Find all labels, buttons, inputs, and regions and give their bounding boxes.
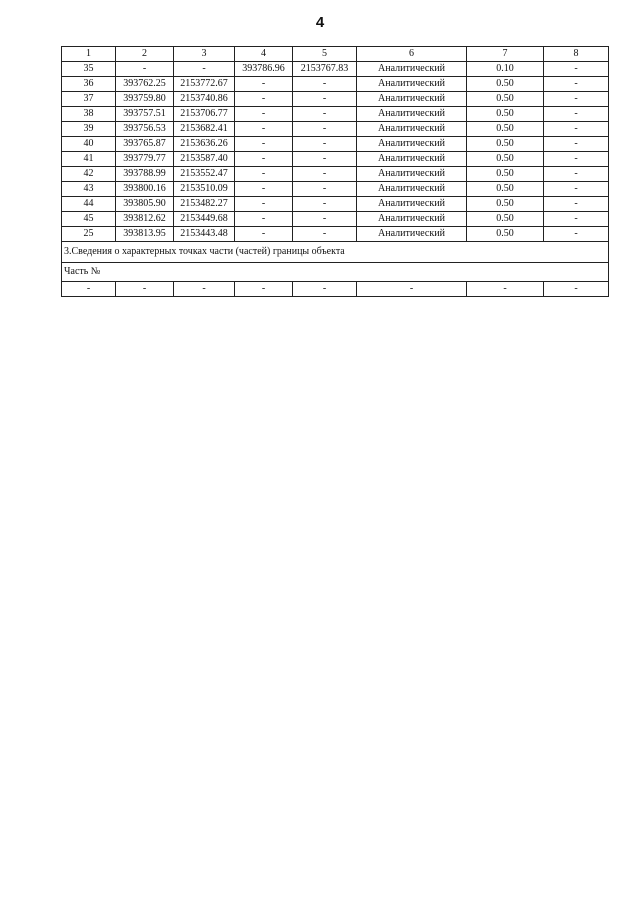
table-cell: 0.50 <box>467 182 544 197</box>
table-row <box>62 212 609 227</box>
table-cell: - <box>235 197 293 212</box>
table-cell: 393800.16 <box>116 182 174 197</box>
table-cell: - <box>544 152 609 167</box>
header-cell: 7 <box>467 47 544 62</box>
header-cell: 6 <box>357 47 467 62</box>
table-cell: - <box>293 197 357 212</box>
table-cell: 2153682.41 <box>174 122 235 137</box>
empty-part-row <box>62 282 609 297</box>
header-cell: 1 <box>62 47 116 62</box>
table-cell: - <box>235 92 293 107</box>
table-cell: - <box>293 122 357 137</box>
header-cell: 4 <box>235 47 293 62</box>
table-cell: - <box>544 77 609 92</box>
table-cell: 0.50 <box>467 167 544 182</box>
table-cell: - <box>544 182 609 197</box>
table-cell: - <box>235 182 293 197</box>
table-cell: - <box>544 282 609 297</box>
table-cell: 393813.95 <box>116 227 174 242</box>
page-number: 4 <box>315 14 325 31</box>
table-cell: 2153552.47 <box>174 167 235 182</box>
table-cell: 2153706.77 <box>174 107 235 122</box>
table-cell: - <box>293 107 357 122</box>
table-row <box>62 167 609 182</box>
table-cell: - <box>293 137 357 152</box>
table-cell: - <box>174 62 235 77</box>
table-cell: - <box>235 167 293 182</box>
header-row <box>62 47 609 62</box>
table-cell: - <box>235 282 293 297</box>
part-label: Часть № <box>62 263 609 282</box>
table-cell: - <box>544 122 609 137</box>
table-row <box>62 182 609 197</box>
table-cell: 38 <box>62 107 116 122</box>
part-label-row <box>62 263 609 282</box>
table-cell: Аналитический <box>357 77 467 92</box>
table-cell: 2153449.68 <box>174 212 235 227</box>
table-cell: 2153482.27 <box>174 197 235 212</box>
table-cell: Аналитический <box>357 182 467 197</box>
table-cell: Аналитический <box>357 107 467 122</box>
table-cell: - <box>174 282 235 297</box>
table-cell: 2153587.40 <box>174 152 235 167</box>
table-cell: 0.50 <box>467 137 544 152</box>
table-cell: - <box>116 62 174 77</box>
table-cell: 0.50 <box>467 227 544 242</box>
table-cell: Аналитический <box>357 137 467 152</box>
table-cell: 0.50 <box>467 197 544 212</box>
table-cell: 393765.87 <box>116 137 174 152</box>
table-cell: - <box>235 227 293 242</box>
table-cell: 43 <box>62 182 116 197</box>
table-cell: 44 <box>62 197 116 212</box>
table-cell: - <box>293 282 357 297</box>
header-cell: 5 <box>293 47 357 62</box>
table-cell: - <box>467 282 544 297</box>
table-cell: 393805.90 <box>116 197 174 212</box>
table-cell: - <box>293 212 357 227</box>
table-cell: 393762.25 <box>116 77 174 92</box>
table-cell: 0.50 <box>467 92 544 107</box>
header-cell: 2 <box>116 47 174 62</box>
table-cell: - <box>544 167 609 182</box>
table-cell: 42 <box>62 167 116 182</box>
table-cell: Аналитический <box>357 62 467 77</box>
table-cell: 2153636.26 <box>174 137 235 152</box>
table-cell: 393779.77 <box>116 152 174 167</box>
table-row <box>62 77 609 92</box>
table-cell: 393757.51 <box>116 107 174 122</box>
table-row <box>62 197 609 212</box>
table-cell: - <box>544 92 609 107</box>
table-row <box>62 152 609 167</box>
table-cell: 393812.62 <box>116 212 174 227</box>
table-cell: 393756.53 <box>116 122 174 137</box>
table-cell: 2153510.09 <box>174 182 235 197</box>
table-cell: - <box>544 212 609 227</box>
section-title: 3.Сведения о характерных точках части (частей) границы объекта <box>62 242 609 263</box>
table-cell: - <box>293 77 357 92</box>
table-cell: 45 <box>62 212 116 227</box>
table-cell: Аналитический <box>357 92 467 107</box>
table-cell: 40 <box>62 137 116 152</box>
table-cell: - <box>235 137 293 152</box>
table-cell: - <box>544 62 609 77</box>
table-cell: 393786.96 <box>235 62 293 77</box>
table-cell: - <box>293 182 357 197</box>
table-cell: 36 <box>62 77 116 92</box>
table-cell: - <box>544 137 609 152</box>
table-cell: Аналитический <box>357 197 467 212</box>
table-cell: 2153443.48 <box>174 227 235 242</box>
table-cell: - <box>544 107 609 122</box>
table-cell: - <box>62 282 116 297</box>
table-cell: - <box>293 152 357 167</box>
table-cell: Аналитический <box>357 227 467 242</box>
table-cell: - <box>235 212 293 227</box>
table-cell: - <box>293 227 357 242</box>
table-cell: Аналитический <box>357 212 467 227</box>
table-row <box>62 92 609 107</box>
header-cell: 3 <box>174 47 235 62</box>
table-cell: 2153740.86 <box>174 92 235 107</box>
table-cell: - <box>235 77 293 92</box>
table-cell: - <box>293 92 357 107</box>
table-cell: - <box>235 122 293 137</box>
table-cell: 0.10 <box>467 62 544 77</box>
table-row <box>62 62 609 77</box>
table-cell: Аналитический <box>357 152 467 167</box>
table-cell: 2153772.67 <box>174 77 235 92</box>
table-cell: 393788.99 <box>116 167 174 182</box>
table-cell: 0.50 <box>467 122 544 137</box>
table-cell: - <box>235 152 293 167</box>
table-row <box>62 107 609 122</box>
table-cell: 41 <box>62 152 116 167</box>
table-cell: 0.50 <box>467 152 544 167</box>
table-cell: Аналитический <box>357 167 467 182</box>
boundary-points-table <box>61 46 609 297</box>
table-cell: - <box>293 167 357 182</box>
table-row <box>62 137 609 152</box>
table-cell: 37 <box>62 92 116 107</box>
header-cell: 8 <box>544 47 609 62</box>
table-cell: - <box>357 282 467 297</box>
table-cell: 2153767.83 <box>293 62 357 77</box>
table-cell: 0.50 <box>467 77 544 92</box>
table-cell: 0.50 <box>467 212 544 227</box>
table-cell: 0.50 <box>467 107 544 122</box>
table-cell: 39 <box>62 122 116 137</box>
table-cell: - <box>235 107 293 122</box>
table-cell: 25 <box>62 227 116 242</box>
table-row <box>62 227 609 242</box>
table-cell: - <box>544 227 609 242</box>
table-row <box>62 122 609 137</box>
table-cell: - <box>116 282 174 297</box>
table-cell: Аналитический <box>357 122 467 137</box>
section-title-row <box>62 242 609 263</box>
table-cell: - <box>544 197 609 212</box>
table-cell: 35 <box>62 62 116 77</box>
table-cell: 393759.80 <box>116 92 174 107</box>
